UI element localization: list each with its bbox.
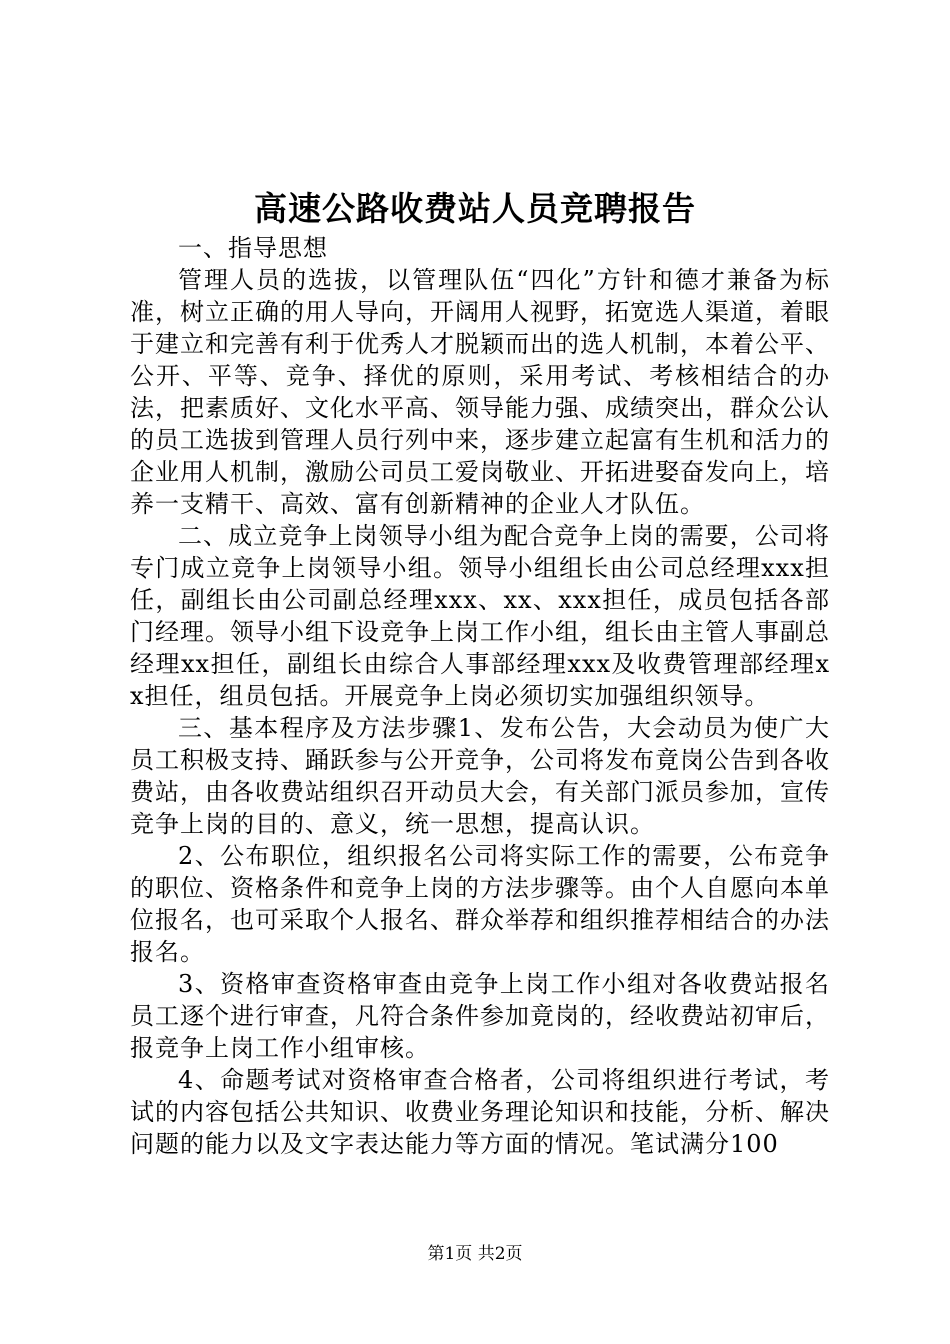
paragraph-basic-procedure: 三、基本程序及方法步骤1、发布公告，大会动员为使广大员工积极支持、踊跃参与公开竞争，公司将发布竟岗公告到各收费站，由各收费站组织召开动员大会，有关部门派员参加，宣传竞争上岗的目的、意义，统一思想，提高认识。 [130,714,830,838]
section-heading: 一、指导思想 [178,234,328,262]
paragraph-leadership-group: 二、成立竞争上岗领导小组为配合竞争上岗的需要，公司将专门成立竞争上岗领导小组。领导小组组长由公司总经理xxx担任，副组长由公司副总经理xxx、xx、xxx担任，成员包括各部门经理。领导小组下设竞争上岗工作小组，组长由主管人事副总经理xx担任，副组长由综合人事部经理xxx及收费管理部经理xx担任，组员包括。开展竞争上岗必须切实加强组织领导。 [130,522,830,710]
page-number: 第1页 共2页 [427,1244,523,1264]
paragraph-publish-positions: 2、公布职位，组织报名公司将实际工作的需要，公布竞争的职位、资格条件和竞争上岗的方法步骤等。由个人自愿向本单位报名，也可采取个人报名、群众举荐和组织推荐相结合的办法报名。 [130,842,830,966]
document-body [130,232,830,1160]
document-title: 高速公路收费站人员竞聘报告 [254,189,696,228]
paragraph-exam: 4、命题考试对资格审查合格者，公司将组织进行考试，考试的内容包括公共知识、收费业务理论知识和技能，分析、解决问题的能力以及文字表达能力等方面的情况。笔试满分100 [130,1066,830,1158]
paragraph-guiding-thought: 管理人员的选拔，以管理队伍“四化”方针和德才兼备为标准，树立正确的用人导向，开阔用人视野，拓宽选人渠道，着眼于建立和完善有利于优秀人才脱颖而出的选人机制，本着公平、公开、平等、竞争、择优的原则，采用考试、考核相结合的办法，把素质好、文化水平高、领导能力强、成绩突出，群众公认的员工选拔到管理人员行列中来，逐步建立起富有生机和活力的企业用人机制，激励公司员工爱岗敬业、开拓进娶奋发向上，培养一支精干、高效、富有创新精神的企业人才队伍。 [130,266,830,518]
paragraph-qualification-review: 3、资格审查资格审查由竞争上岗工作小组对各收费站报名员工逐个进行审查，凡符合条件参加竟岗的，经收费站初审后，报竞争上岗工作小组审核。 [130,970,830,1062]
